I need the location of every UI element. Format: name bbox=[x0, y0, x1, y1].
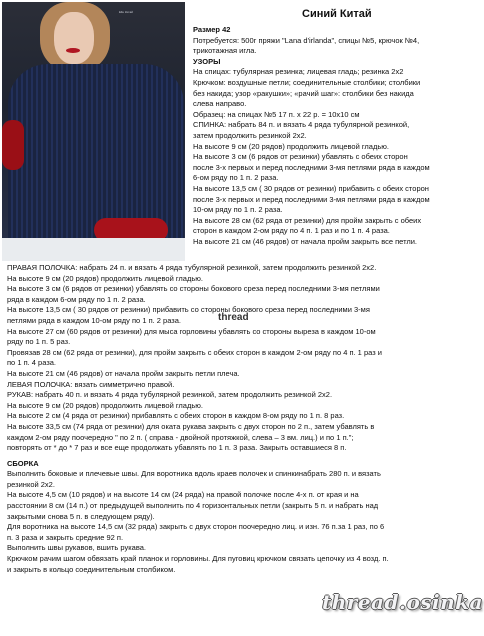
text-line: На высоте 28 см (62 ряда от резинки) для пройм закрыть с обеих bbox=[193, 215, 422, 225]
page-title: Синий Китай bbox=[302, 8, 372, 20]
instructions-top bbox=[193, 25, 480, 247]
text-line: и закрыть в кольцо соединительным столбиком. bbox=[7, 564, 176, 574]
text-line: слева направо. bbox=[193, 99, 247, 109]
text-line: ряду по 1 п. 5 раз. bbox=[7, 337, 71, 347]
text-line: На высоте 9 см (20 рядов) продолжить лицевой гладью. bbox=[7, 400, 203, 410]
text-line: Крючком рачим шагом обвязать край планок и горловины. Для пуговиц крючком связать цепочку из 4 возд. п. bbox=[7, 554, 389, 564]
text-line: 6-ом ряду по 1 п. 2 раза. bbox=[193, 173, 279, 183]
text-line: На высоте 9 см (20 рядов) продолжить лицевой гладью. bbox=[193, 141, 389, 151]
text-line: На высоте 3 см (6 рядов от резинки) убавлять с обеих сторон bbox=[193, 152, 408, 162]
text-line: На высоте 33,5 см (74 ряда от резинки) для оката рукава закрыть с двух сторон по 2 п., затем убавлять в bbox=[7, 421, 375, 431]
text-line: ПРАВАЯ ПОЛОЧКА: набрать 24 п. и вязать 4 ряда тубулярной резинкой, затем продолжить резинкой 2х2. bbox=[7, 263, 377, 272]
photo-lips bbox=[66, 48, 80, 53]
text-line: На высоте 27 см (60 рядов от резинки) для мыса горловины убавлять со стороны выреза в каждом 10-ом bbox=[7, 326, 376, 336]
text-line: затем продолжить резинкой 2х2. bbox=[193, 130, 307, 140]
text-line: На высоте 21 см (46 рядов) от начала пройм закрыть петли плеча. bbox=[7, 368, 240, 378]
photo-face bbox=[54, 12, 94, 64]
text-line: На высоте 9 см (20 рядов) продолжить лицевой гладью. bbox=[7, 273, 203, 283]
text-line: после 3-х первых и перед последними 3-мя петлями ряда в каждом bbox=[193, 162, 430, 172]
text-line: каждом 2-ом ряду поочередно " по 2 п. ( справа - двойной протяжкой, слева – 3 вм. лиц.) и по 1 п."; bbox=[7, 432, 354, 442]
photo-caption: Elle Китай bbox=[119, 10, 133, 14]
text-line: закрытыми снова 5 п. в следующем ряду). bbox=[7, 511, 155, 521]
text-line: Выполнить швы рукавов, вшить рукава. bbox=[7, 543, 146, 553]
text-line: петлями ряда в каждом 10-ом ряду по 1 п. 2 раза. bbox=[7, 315, 182, 325]
text-line: п. 3 раза и закрыть средние 92 п. bbox=[7, 532, 124, 542]
text-line: СБОРКА bbox=[7, 458, 39, 468]
text-line: Образец: на спицах №5 17 п. х 22 р. = 10х10 см bbox=[193, 109, 360, 119]
text-line: по 1 п. 4 раза. bbox=[7, 358, 57, 368]
text-line: трикотажная игла. bbox=[193, 46, 257, 56]
text-line: без накида; узор «ракушки»; «рачий шаг»: столбики без накида bbox=[193, 88, 414, 98]
text-line: На высоте 13,5 см ( 30 рядов от резинки) прибавить со стороны бокового среза перед последними 3-мя bbox=[7, 305, 370, 315]
text-line: Провязав 28 см (62 ряда от резинки), для пройм закрыть с обеих сторон в каждом 2-ом ряду по 4 п. 1 раз и bbox=[7, 347, 382, 357]
text-line: сторон в каждом 2-ом ряду по 4 п. 1 раз и по 1 п. 4 раза. bbox=[193, 226, 390, 236]
photo-skirt bbox=[2, 238, 185, 261]
site-logo: thread.osinka bbox=[322, 590, 484, 614]
text-line: Размер 42 bbox=[193, 25, 231, 34]
text-line: На высоте 2 см (4 ряда от резинки) прибавлять с обеих сторон в каждом 8-ом ряду по 1 п. 8 раз. bbox=[7, 411, 345, 421]
text-line: расстоянии 8 см (14 п.) от предыдущей выполнить по 4 горизонтальных петли (закрыть 5 п. и набрать над bbox=[7, 501, 379, 511]
text-line: На высоте 4,5 см (10 рядов) и на высоте 14 см (24 ряда) на правой полочке после 4-х п. от края и на bbox=[7, 490, 359, 500]
text-line: 10-ом ряду по 1 п. 2 раза. bbox=[193, 205, 283, 215]
text-line: РУКАВ: набрать 40 п. и вязать 4 ряда тубулярной резинкой, затем продолжить резинкой 2х2. bbox=[7, 390, 333, 400]
text-line: после 3-х первых и перед последними 3-мя петлями ряда в каждом bbox=[193, 194, 430, 204]
text-line: повторять от * до * 7 раз и все еще продолжать убавлять по 1 п. 3 раза. Закрыть оставшиеся 8 п. bbox=[7, 443, 347, 453]
text-line: На высоте 21 см (46 рядов) от начала пройм закрыть все петли. bbox=[193, 236, 417, 246]
fashion-photo bbox=[2, 2, 185, 261]
text-line: Потребуется: 500г пряжи "Lana d'irlanda", спицы №5, крючок №4, bbox=[193, 35, 420, 45]
text-line: УЗОРЫ bbox=[193, 56, 221, 66]
text-line: На высоте 13,5 см ( 30 рядов от резинки) прибавить с обеих сторон bbox=[193, 183, 429, 193]
text-line: Для воротника на высоте 14,5 см (32 ряда) закрыть с двух сторон поочередно лиц. и изн. 76 п.за 1 раз, по 6 bbox=[7, 522, 385, 532]
text-line: На высоте 3 см (6 рядов от резинки) убавлять со стороны бокового среза перед последними 3-мя петлями bbox=[7, 284, 380, 294]
photo-glove-left bbox=[2, 120, 24, 170]
instructions-bottom bbox=[7, 263, 477, 575]
text-line: На спицах: тубулярная резинка; лицевая гладь; резинка 2х2 bbox=[193, 67, 404, 77]
text-line: резинкой 2х2. bbox=[7, 479, 55, 489]
text-line: Крючком: воздушные петли; соединительные столбики; столбики bbox=[193, 77, 421, 87]
text-line: СПИНКА: набрать 84 п. и вязать 4 ряда тубулярной резинкой, bbox=[193, 120, 410, 130]
text-line: Выполнить боковые и плечевые швы. Для воротника вдоль краев полочек и спинкинабрать 280 п. и вязать bbox=[7, 469, 381, 479]
watermark-text: thread bbox=[218, 312, 249, 323]
text-line: ЛЕВАЯ ПОЛОЧКА: вязать симметрично правой. bbox=[7, 379, 175, 389]
text-line: ряда в каждом 6-ом ряду по 1 п. 2 раза. bbox=[7, 294, 146, 304]
